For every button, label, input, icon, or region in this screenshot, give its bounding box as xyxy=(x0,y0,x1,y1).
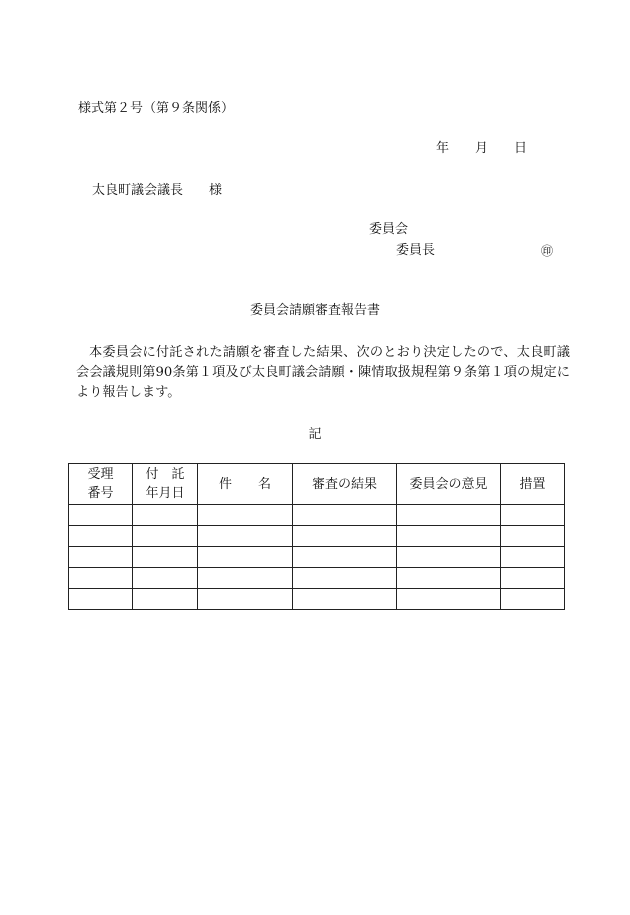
table-row xyxy=(69,526,565,547)
table-cell xyxy=(198,505,293,526)
table-cell xyxy=(198,589,293,610)
table-cell xyxy=(69,589,133,610)
table-cell xyxy=(69,526,133,547)
table-header-row xyxy=(69,464,565,505)
header-committee-opinion: 委員会の意見 xyxy=(397,464,501,505)
header-measures: 措置 xyxy=(501,464,565,505)
addressee-name: 太良町議会議長 xyxy=(92,183,184,198)
chair-label: 委員長 xyxy=(396,243,436,258)
table-cell xyxy=(501,589,565,610)
table-cell xyxy=(397,505,501,526)
table-cell xyxy=(198,526,293,547)
header-review-result: 審査の結果 xyxy=(293,464,397,505)
header-referral-date: 付 託 年月日 xyxy=(133,464,198,505)
table-cell xyxy=(133,505,198,526)
ki-marker: 記 xyxy=(308,427,322,442)
table-cell xyxy=(501,526,565,547)
table-cell xyxy=(133,589,198,610)
year-label: 年 xyxy=(436,141,450,156)
table-cell xyxy=(198,547,293,568)
table-cell xyxy=(69,547,133,568)
date-line xyxy=(436,141,527,157)
day-label: 日 xyxy=(514,141,528,156)
table-cell xyxy=(397,568,501,589)
table-cell xyxy=(133,526,198,547)
addressee-honorific: 様 xyxy=(209,183,223,198)
table-cell xyxy=(293,589,397,610)
table-cell xyxy=(198,568,293,589)
committee-label: 委員会 xyxy=(369,222,409,237)
body-paragraph: 本委員会に付託された請願を審査した結果、次のとおり決定したので、太良町議会会議規則第90条第１項及び太良町議会請願・陳情取扱規程第９条第１項の規定により報告します。 xyxy=(76,345,570,400)
table-cell xyxy=(397,589,501,610)
seal-icon: ㊞ xyxy=(541,244,554,258)
table-cell xyxy=(133,547,198,568)
table-cell xyxy=(293,547,397,568)
table-cell xyxy=(69,505,133,526)
table-cell xyxy=(501,547,565,568)
document-title: 委員会請願審査報告書 xyxy=(249,303,380,318)
table-row xyxy=(69,505,565,526)
table-cell xyxy=(397,547,501,568)
table-row xyxy=(69,568,565,589)
table-cell xyxy=(293,505,397,526)
table-cell xyxy=(501,505,565,526)
table-cell xyxy=(293,526,397,547)
header-receipt-number: 受理 番号 xyxy=(69,464,133,505)
record-table xyxy=(68,463,565,610)
header-subject: 件 名 xyxy=(198,464,293,505)
table-row xyxy=(69,547,565,568)
month-label: 月 xyxy=(475,141,489,156)
form-number: 様式第２号（第９条関係） xyxy=(78,101,235,116)
table-cell xyxy=(293,568,397,589)
table-row xyxy=(69,589,565,610)
table-cell xyxy=(397,526,501,547)
table-cell xyxy=(501,568,565,589)
table-cell xyxy=(133,568,198,589)
table-cell xyxy=(69,568,133,589)
addressee xyxy=(92,183,222,199)
